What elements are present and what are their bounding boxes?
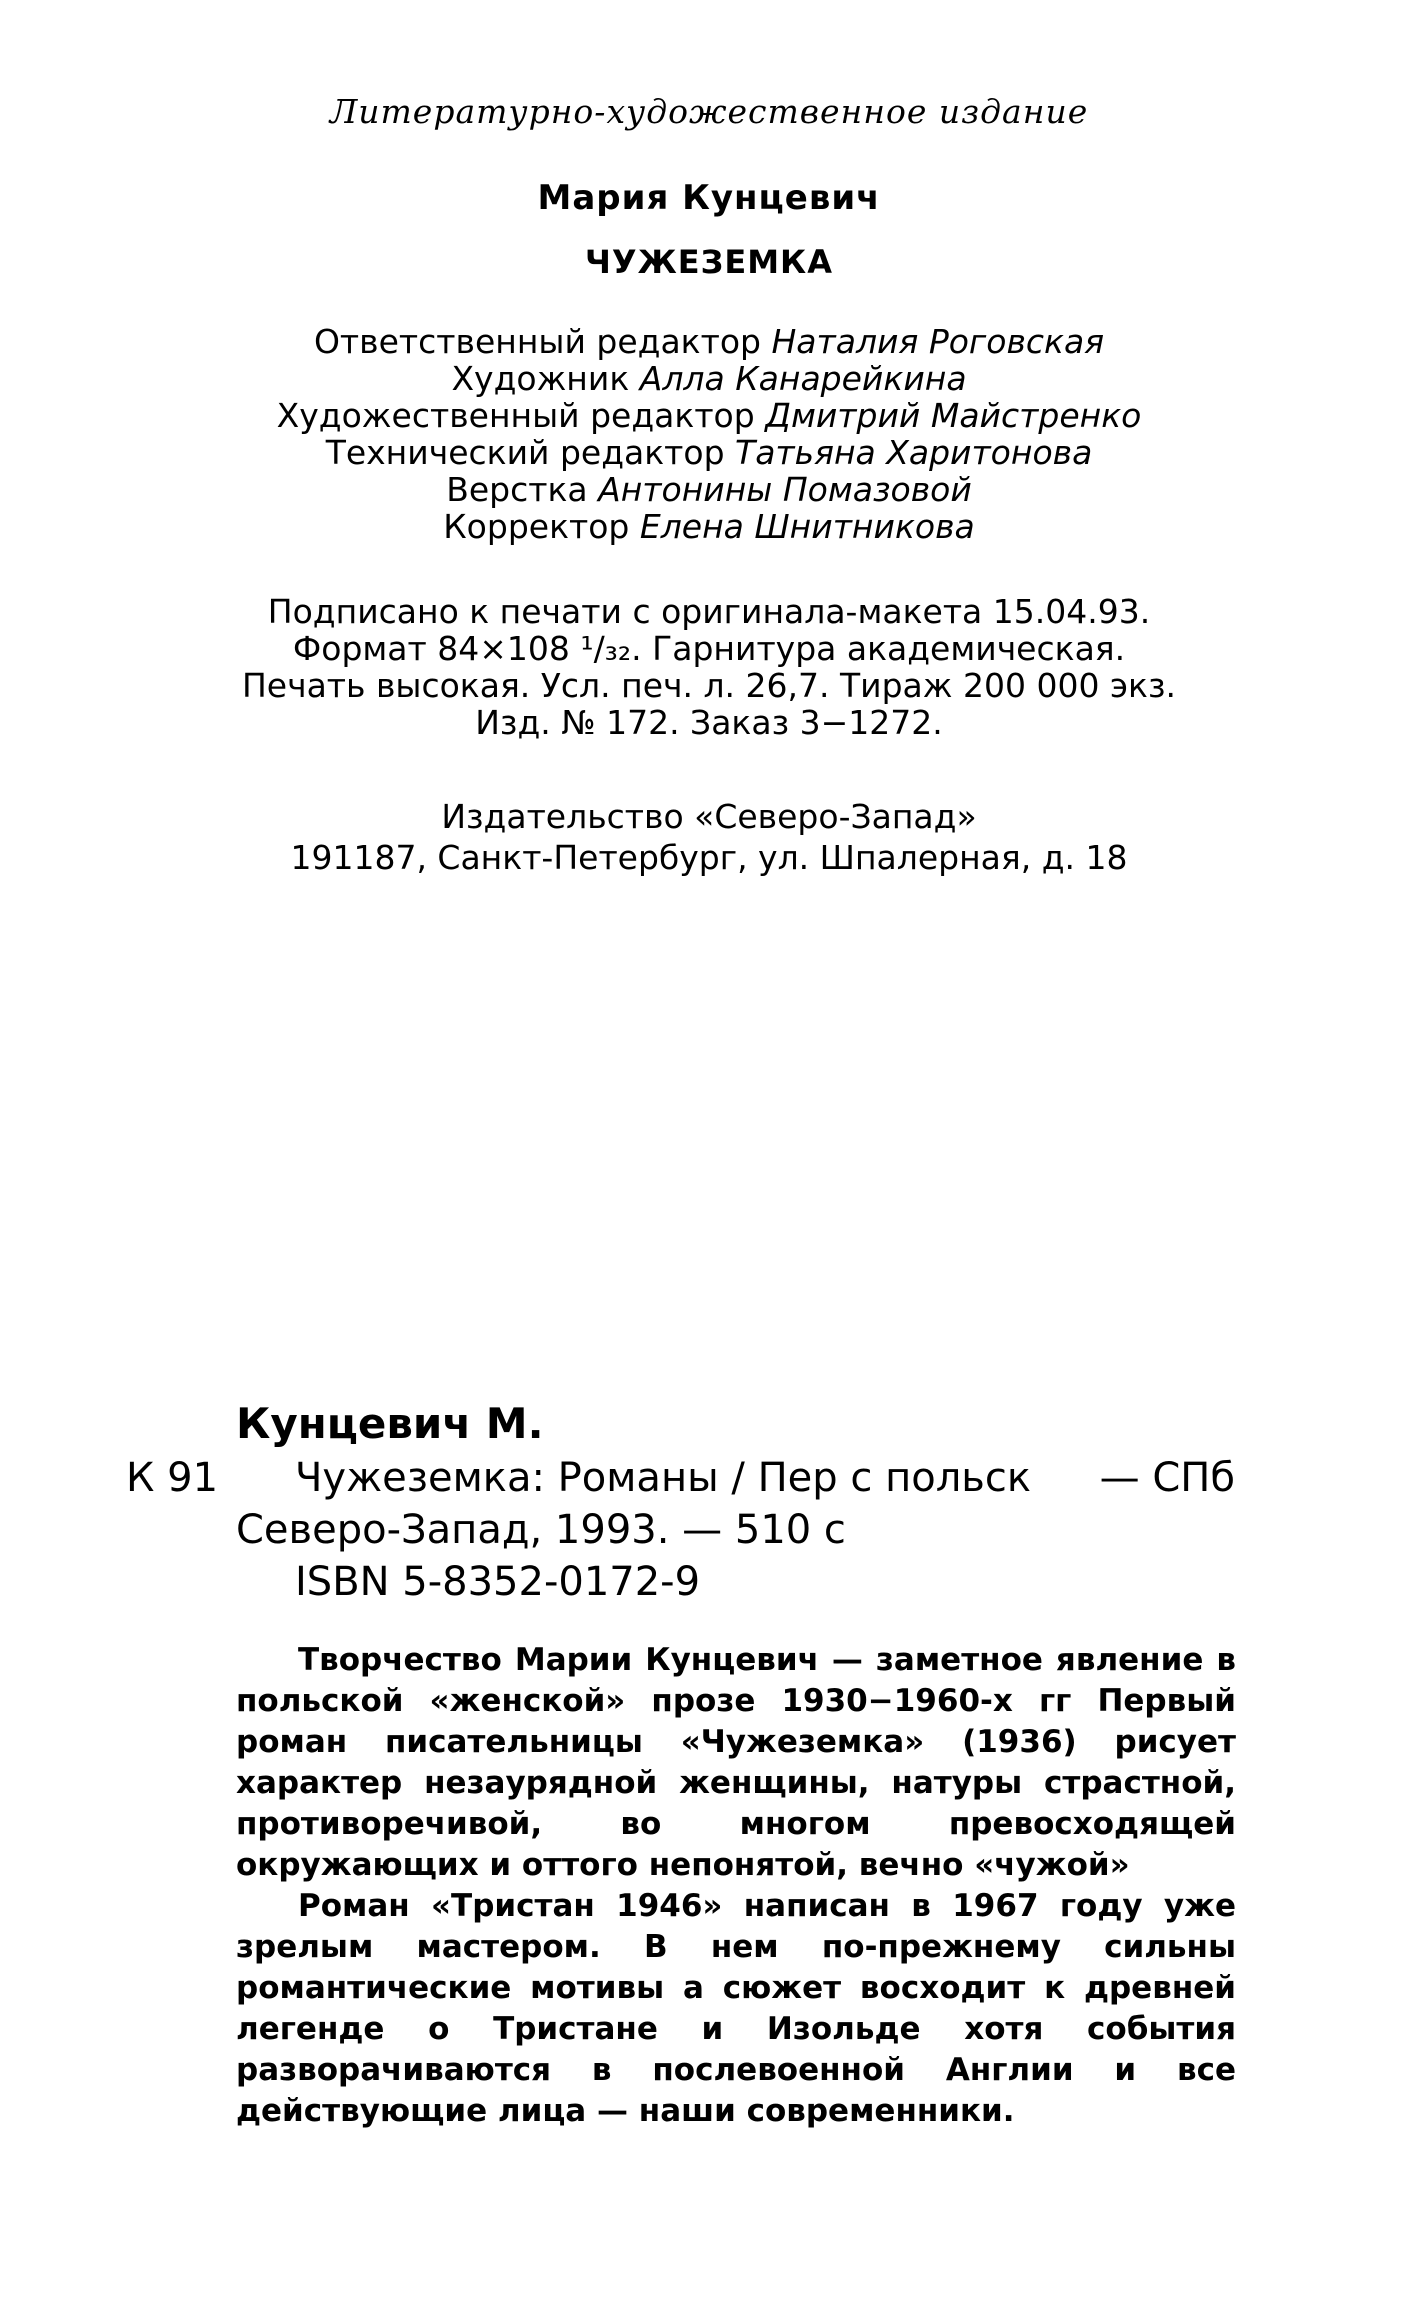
credit-name: Антонины Помазовой [598,470,972,509]
credit-role: Верстка [446,470,588,509]
credit-line [0,323,1418,360]
catalog-publication-line: Северо-Запад, 1993. — 510 с [236,1507,846,1553]
credit-line [0,360,1418,397]
catalog-author: Кунцевич М. [236,1399,544,1448]
credit-line [0,434,1418,471]
credit-name: Алла Канарейкина [639,359,967,398]
credits-block [0,323,1418,545]
credit-name: Елена Шнитникова [639,507,975,546]
credit-role: Технический редактор [325,433,725,472]
printing-line: Формат 84×108 ¹/₃₂. Гарнитура академическая. [292,629,1126,668]
credit-name: Татьяна Харитонова [735,433,1093,472]
publisher-block [0,796,1418,878]
credit-line [0,471,1418,508]
printing-line: Печать высокая. Усл. печ. л. 26,7. Тираж 200 000 экз. [241,666,1177,705]
credit-role: Корректор [443,507,630,546]
catalog-place: — СПб [1099,1455,1235,1501]
printing-details [0,593,1418,741]
genre-line: Литературно-художественное издание [329,92,1089,131]
printing-line: Изд. № 172. Заказ 3−1272. [475,703,943,742]
credit-role: Художественный редактор [276,396,755,435]
credit-role: Ответственный редактор [313,322,761,361]
catalog-title: Чужеземка: Романы / Пер с польск [295,1455,1031,1501]
author-name: Мария Кунцевич [537,178,881,218]
annotation [236,1640,1236,2132]
catalog-title-line [295,1452,1235,1504]
catalog-index: К 91 [126,1455,219,1501]
publisher-address: 191187, Санкт-Петербург, ул. Шпалерная, д. 18 [290,838,1128,877]
book-title: ЧУЖЕЗЕМКА [585,243,833,281]
credit-name: Дмитрий Майстренко [765,396,1142,435]
printing-line: Подписано к печати с оригинала-макета 15.04.93. [267,592,1151,631]
credit-role: Художник [451,359,630,398]
credit-name: Наталия Роговская [771,322,1105,361]
annotation-paragraph: Роман «Тристан 1946» написан в 1967 году уже зрелым мастером. В нем по-прежнему сильны романтические мотивы а сюжет восходит к древней легенде о Тристане и Изольде хотя события разворачиваются в послевоенной Англии и все действующие лица — наши современники. [236,1888,1236,2129]
publisher-name: Издательство «Северо-Запад» [441,797,977,836]
credit-line [0,397,1418,434]
annotation-paragraph: Творчество Марии Кунцевич — заметное явление в польской «женской» прозе 1930−1960-х гг Первый роман писательницы «Чужеземка» (1936) рисует характер незаурядной женщины, натуры страстной, противоречивой, во многом превосходящей окружающих и оттого непонятой, вечно «чужой» [236,1642,1236,1883]
catalog-isbn: ISBN 5-8352-0172-9 [295,1559,701,1605]
credit-line [0,508,1418,545]
